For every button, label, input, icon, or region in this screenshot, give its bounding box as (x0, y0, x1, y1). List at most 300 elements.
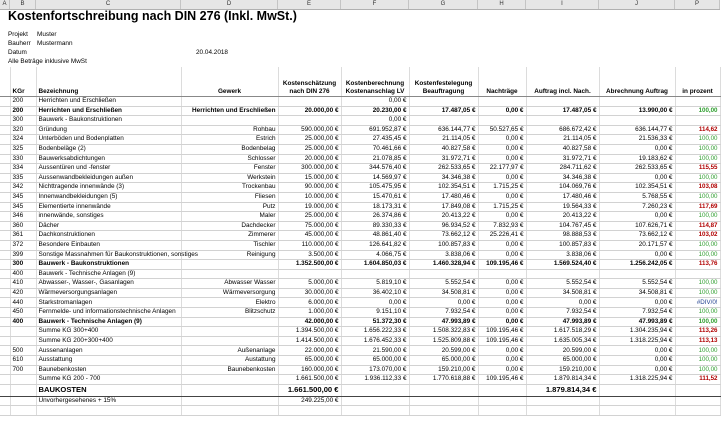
cell-schaetzung[interactable]: 160.000,00 € (278, 365, 341, 375)
cell-bezeichnung[interactable]: Aussenwandbekleidungen außen (36, 173, 181, 183)
cell-abrechnung[interactable]: 1.256.242,05 € (599, 260, 675, 270)
cell-berechnung[interactable]: 14.569,97 € (341, 173, 409, 183)
cell-gewerk[interactable]: Blitzschutz (181, 308, 278, 318)
cell-berechnung[interactable]: 1.656.222,33 € (341, 327, 409, 337)
cell-gewerk[interactable]: Baunebenkosten (181, 365, 278, 375)
cell-prozent[interactable]: 100,00 (675, 288, 720, 298)
cell-berechnung[interactable]: 1.604.850,03 € (341, 260, 409, 270)
cell-auftrag[interactable]: 17.480,46 € (526, 192, 599, 202)
cell-festlegung[interactable]: 40.827,58 € (409, 144, 478, 154)
cell-festlegung[interactable] (409, 396, 478, 406)
cell-prozent[interactable]: 100,00 (675, 154, 720, 164)
cell-kgr[interactable] (10, 396, 36, 406)
cell-festlegung[interactable]: 34.346,38 € (409, 173, 478, 183)
cell-festlegung[interactable]: 17.480,46 € (409, 192, 478, 202)
cell-prozent[interactable]: 100,00 (675, 192, 720, 202)
cell-abrechnung[interactable]: 0,00 € (599, 298, 675, 308)
cell-kgr[interactable]: 346 (10, 212, 36, 222)
cell-bezeichnung[interactable]: Ausstattung (36, 356, 181, 366)
cell-berechnung[interactable]: 126.641,82 € (341, 240, 409, 250)
cell-festlegung[interactable]: 65.000,00 € (409, 356, 478, 366)
cell-kgr[interactable]: 330 (10, 154, 36, 164)
cell-schaetzung[interactable]: 20.000,00 € (278, 106, 341, 116)
cell-gewerk[interactable] (181, 116, 278, 126)
cell-bezeichnung[interactable]: innenwände, sonstiges (36, 212, 181, 222)
cell-prozent[interactable]: 100,00 (675, 173, 720, 183)
cell-abrechnung[interactable]: 0,00 € (599, 365, 675, 375)
cell-prozent[interactable]: 111,52 (675, 375, 720, 385)
cell-schaetzung[interactable]: 65.000,00 € (278, 356, 341, 366)
cell-gewerk[interactable] (181, 97, 278, 107)
cell-gewerk[interactable] (181, 327, 278, 337)
cell-abrechnung[interactable] (599, 116, 675, 126)
cell-kgr[interactable]: 325 (10, 144, 36, 154)
cell-abrechnung[interactable] (599, 396, 675, 406)
cell-abrechnung[interactable]: 7.932,54 € (599, 308, 675, 318)
cell-abrechnung[interactable]: 0,00 € (599, 144, 675, 154)
cell-auftrag[interactable]: 7.932,54 € (526, 308, 599, 318)
cell-berechnung[interactable]: 27.435,45 € (341, 135, 409, 145)
cell-auftrag[interactable]: 20.599,00 € (526, 346, 599, 356)
cell-berechnung[interactable]: 173.070,00 € (341, 365, 409, 375)
cell-bezeichnung[interactable]: BAUKOSTEN (36, 384, 181, 396)
cell-prozent[interactable] (675, 97, 720, 107)
cell-gewerk[interactable]: Bodenbelag (181, 144, 278, 154)
cell-bezeichnung[interactable]: Baunebenkosten (36, 365, 181, 375)
cell-bezeichnung[interactable]: Bauwerk - Baukonstruktionen (36, 116, 181, 126)
cell-kgr[interactable]: 399 (10, 250, 36, 260)
cell-kgr[interactable]: 200 (10, 106, 36, 116)
cell-schaetzung[interactable]: 1.000,00 € (278, 308, 341, 318)
cell-nachtraege[interactable] (478, 406, 526, 416)
cell-berechnung[interactable] (341, 396, 409, 406)
cell-auftrag[interactable] (526, 269, 599, 279)
cell-berechnung[interactable]: 0,00 € (341, 116, 409, 126)
cell-bezeichnung[interactable]: Dachkonstruktionen (36, 231, 181, 241)
cell-auftrag[interactable]: 5.552,54 € (526, 279, 599, 289)
cell-auftrag[interactable]: 40.827,58 € (526, 144, 599, 154)
cell-prozent[interactable]: 114,62 (675, 125, 720, 135)
cell-prozent[interactable]: 100,00 (675, 144, 720, 154)
cell-schaetzung[interactable]: 25.000,00 € (278, 135, 341, 145)
header-bezeichnung[interactable]: Bezeichnung (36, 67, 181, 97)
cell-auftrag[interactable]: 31.972,71 € (526, 154, 599, 164)
cell-gewerk[interactable]: Herrichten und Erschließen (181, 106, 278, 116)
cell-auftrag[interactable]: 686.672,42 € (526, 125, 599, 135)
cell-auftrag[interactable]: 65.000,00 € (526, 356, 599, 366)
cell-festlegung[interactable]: 21.114,05 € (409, 135, 478, 145)
cell-nachtraege[interactable]: 50.527,65 € (478, 125, 526, 135)
cell-schaetzung[interactable] (278, 97, 341, 107)
column-header[interactable]: A (0, 0, 10, 9)
header-schaetzung[interactable]: Kostenschätzung nach DIN 276 (278, 67, 341, 97)
cell-nachtraege[interactable] (478, 116, 526, 126)
cell-auftrag[interactable]: 0,00 € (526, 298, 599, 308)
cell-nachtraege[interactable]: 0,00 € (478, 192, 526, 202)
column-header[interactable]: E (278, 0, 341, 9)
cell-auftrag[interactable]: 104.767,45 € (526, 221, 599, 231)
cell-schaetzung[interactable]: 1.661.500,00 € (278, 375, 341, 385)
cell-festlegung[interactable]: 0,00 € (409, 298, 478, 308)
cell-festlegung[interactable] (409, 97, 478, 107)
cell-berechnung[interactable]: 1.676.452,33 € (341, 336, 409, 346)
cell-abrechnung[interactable]: 21.536,33 € (599, 135, 675, 145)
cell-festlegung[interactable]: 1.525.809,88 € (409, 336, 478, 346)
cell-kgr[interactable] (10, 336, 36, 346)
cell-abrechnung[interactable] (599, 97, 675, 107)
cell-abrechnung[interactable]: 0,00 € (599, 250, 675, 260)
cell-gewerk[interactable] (181, 336, 278, 346)
cell-auftrag[interactable]: 1.635.005,34 € (526, 336, 599, 346)
cell-festlegung[interactable]: 7.932,54 € (409, 308, 478, 318)
cell-prozent[interactable]: 100,00 (675, 308, 720, 318)
cell-abrechnung[interactable]: 0,00 € (599, 356, 675, 366)
cell-schaetzung[interactable]: 110.000,00 € (278, 240, 341, 250)
header-prozent[interactable]: in prozent (675, 67, 720, 97)
datum-value[interactable]: 20.04.2018 (196, 49, 228, 56)
cell-schaetzung[interactable]: 25.000,00 € (278, 144, 341, 154)
cell-abrechnung[interactable]: 5.552,54 € (599, 279, 675, 289)
cell-bezeichnung[interactable]: Unvorhergesehenes + 15% (36, 396, 181, 406)
cell-abrechnung[interactable]: 107.626,71 € (599, 221, 675, 231)
cell-nachtraege[interactable]: 0,00 € (478, 106, 526, 116)
cell-berechnung[interactable]: 70.461,66 € (341, 144, 409, 154)
cell-gewerk[interactable]: Trockenbau (181, 183, 278, 193)
cell-abrechnung[interactable]: 262.533,65 € (599, 164, 675, 174)
cell-auftrag[interactable]: 1.879.814,34 € (526, 384, 599, 396)
cell-prozent[interactable]: 100,00 (675, 317, 720, 327)
cell-bezeichnung[interactable]: Bauwerksabdichtungen (36, 154, 181, 164)
projekt-value[interactable]: Muster (37, 31, 57, 38)
cell-festlegung[interactable]: 17.849,08 € (409, 202, 478, 212)
cell-schaetzung[interactable]: 1.661.500,00 € (278, 384, 341, 396)
cell-abrechnung[interactable]: 7.260,23 € (599, 202, 675, 212)
cell-berechnung[interactable]: 36.402,10 € (341, 288, 409, 298)
cell-berechnung[interactable]: 65.000,00 € (341, 356, 409, 366)
cell-schaetzung[interactable]: 30.000,00 € (278, 288, 341, 298)
cell-abrechnung[interactable] (599, 269, 675, 279)
cell-prozent[interactable] (675, 384, 720, 396)
cell-auftrag[interactable]: 1.617.518,29 € (526, 327, 599, 337)
cell-prozent[interactable]: 100,00 (675, 212, 720, 222)
cell-bezeichnung[interactable]: Dächer (36, 221, 181, 231)
cell-festlegung[interactable]: 34.508,81 € (409, 288, 478, 298)
cell-nachtraege[interactable]: 0,00 € (478, 317, 526, 327)
cell-bezeichnung[interactable]: Summe KG 200 - 700 (36, 375, 181, 385)
cell-auftrag[interactable] (526, 396, 599, 406)
cell-bezeichnung[interactable] (36, 406, 181, 416)
cell-auftrag[interactable]: 21.114,05 € (526, 135, 599, 145)
cell-auftrag[interactable] (526, 116, 599, 126)
cell-schaetzung[interactable]: 5.000,00 € (278, 279, 341, 289)
cell-schaetzung[interactable]: 590.000,00 € (278, 125, 341, 135)
cell-prozent[interactable] (675, 269, 720, 279)
cell-berechnung[interactable] (341, 269, 409, 279)
cell-prozent[interactable]: 113,13 (675, 336, 720, 346)
cell-schaetzung[interactable]: 45.000,00 € (278, 231, 341, 241)
header-festlegung[interactable]: Kostenfestelegung Beauftragung (409, 67, 478, 97)
cell-nachtraege[interactable]: 0,00 € (478, 356, 526, 366)
cell-festlegung[interactable]: 47.993,89 € (409, 317, 478, 327)
cell-prozent[interactable]: 100,00 (675, 135, 720, 145)
cell-berechnung[interactable]: 20.230,00 € (341, 106, 409, 116)
cell-schaetzung[interactable] (278, 116, 341, 126)
bauherr-value[interactable]: Mustermann (37, 40, 73, 47)
cell-gewerk[interactable]: Putz (181, 202, 278, 212)
cell-nachtraege[interactable]: 25.226,41 € (478, 231, 526, 241)
cell-kgr[interactable]: 500 (10, 346, 36, 356)
cell-festlegung[interactable]: 17.487,05 € (409, 106, 478, 116)
cell-kgr[interactable]: 345 (10, 192, 36, 202)
cell-gewerk[interactable] (181, 396, 278, 406)
cell-nachtraege[interactable]: 0,00 € (478, 240, 526, 250)
cell-nachtraege[interactable]: 0,00 € (478, 135, 526, 145)
cell-bezeichnung[interactable]: Sonstige Massnahmen für Baukonstruktionen, sonstiges (36, 250, 181, 260)
cell-festlegung[interactable] (409, 116, 478, 126)
cell-auftrag[interactable]: 1.569.524,40 € (526, 260, 599, 270)
cell-berechnung[interactable]: 21.078,85 € (341, 154, 409, 164)
cell-festlegung[interactable]: 20.599,00 € (409, 346, 478, 356)
cell-nachtraege[interactable]: 0,00 € (478, 308, 526, 318)
cell-nachtraege[interactable]: 0,00 € (478, 298, 526, 308)
cell-bezeichnung[interactable]: Innenwandbekleidungen (5) (36, 192, 181, 202)
cell-schaetzung[interactable]: 20.000,00 € (278, 154, 341, 164)
cell-nachtraege[interactable]: 0,00 € (478, 346, 526, 356)
cell-prozent[interactable]: 115,55 (675, 164, 720, 174)
cell-berechnung[interactable] (341, 384, 409, 396)
cell-nachtraege[interactable]: 0,00 € (478, 288, 526, 298)
cell-auftrag[interactable]: 47.993,89 € (526, 317, 599, 327)
cell-gewerk[interactable] (181, 375, 278, 385)
cell-berechnung[interactable] (341, 406, 409, 416)
cell-festlegung[interactable] (409, 269, 478, 279)
cell-kgr[interactable]: 450 (10, 308, 36, 318)
cell-gewerk[interactable] (181, 317, 278, 327)
cell-bezeichnung[interactable]: Summe KG 300+400 (36, 327, 181, 337)
cell-bezeichnung[interactable]: Aussentüren und -fenster (36, 164, 181, 174)
cell-abrechnung[interactable]: 102.354,51 € (599, 183, 675, 193)
cell-schaetzung[interactable]: 22.000,00 € (278, 346, 341, 356)
cell-gewerk[interactable]: Tischler (181, 240, 278, 250)
cell-auftrag[interactable]: 284.711,62 € (526, 164, 599, 174)
cell-bezeichnung[interactable]: Bodenbeläge (2) (36, 144, 181, 154)
cell-berechnung[interactable]: 9.151,10 € (341, 308, 409, 318)
cell-berechnung[interactable]: 4.066,75 € (341, 250, 409, 260)
cell-auftrag[interactable]: 159.210,00 € (526, 365, 599, 375)
cell-gewerk[interactable]: Fliesen (181, 192, 278, 202)
cell-prozent[interactable]: 114,87 (675, 221, 720, 231)
cell-kgr[interactable]: 372 (10, 240, 36, 250)
cell-berechnung[interactable]: 0,00 € (341, 298, 409, 308)
cell-festlegung[interactable]: 5.552,54 € (409, 279, 478, 289)
cell-gewerk[interactable]: Maler (181, 212, 278, 222)
cell-berechnung[interactable]: 0,00 € (341, 97, 409, 107)
header-gewerk[interactable]: Gewerk (181, 67, 278, 97)
cell-kgr[interactable]: 300 (10, 260, 36, 270)
header-kgr[interactable]: KGr (10, 67, 36, 97)
cell-gewerk[interactable]: Austattung (181, 356, 278, 366)
cell-bezeichnung[interactable]: Elementierte innenwände (36, 202, 181, 212)
column-header[interactable]: D (181, 0, 278, 9)
cell-auftrag[interactable]: 19.564,33 € (526, 202, 599, 212)
column-header[interactable]: P (675, 0, 720, 9)
cell-nachtraege[interactable] (478, 384, 526, 396)
cell-kgr[interactable]: 320 (10, 125, 36, 135)
cell-kgr[interactable]: 200 (10, 97, 36, 107)
cell-gewerk[interactable] (181, 260, 278, 270)
cell-berechnung[interactable]: 105.475,95 € (341, 183, 409, 193)
cell-gewerk[interactable]: Zimmerer (181, 231, 278, 241)
cell-abrechnung[interactable]: 1.304.235,94 € (599, 327, 675, 337)
cell-abrechnung[interactable] (599, 384, 675, 396)
cell-schaetzung[interactable]: 6.000,00 € (278, 298, 341, 308)
cell-abrechnung[interactable]: 47.993,89 € (599, 317, 675, 327)
cell-bezeichnung[interactable]: Nichttragende innenwände (3) (36, 183, 181, 193)
cell-nachtraege[interactable]: 109.195,46 € (478, 327, 526, 337)
cell-gewerk[interactable]: Reinigung (181, 250, 278, 260)
cell-auftrag[interactable]: 98.888,53 € (526, 231, 599, 241)
cell-schaetzung[interactable]: 19.000,00 € (278, 202, 341, 212)
cell-bezeichnung[interactable]: Gründung (36, 125, 181, 135)
cell-festlegung[interactable]: 636.144,77 € (409, 125, 478, 135)
cell-festlegung[interactable]: 73.662,12 € (409, 231, 478, 241)
cell-gewerk[interactable]: Estrich (181, 135, 278, 145)
cell-schaetzung[interactable]: 3.500,00 € (278, 250, 341, 260)
cell-auftrag[interactable]: 34.346,38 € (526, 173, 599, 183)
cell-bezeichnung[interactable]: Wärmeversorgungsanlagen (36, 288, 181, 298)
cell-prozent[interactable]: #DIV/0! (675, 298, 720, 308)
cell-prozent[interactable]: 100,00 (675, 365, 720, 375)
cell-schaetzung[interactable]: 300.000,00 € (278, 164, 341, 174)
cell-berechnung[interactable]: 89.330,33 € (341, 221, 409, 231)
cell-auftrag[interactable]: 3.838,06 € (526, 250, 599, 260)
cell-kgr[interactable]: 360 (10, 221, 36, 231)
cell-gewerk[interactable]: Schlosser (181, 154, 278, 164)
cell-nachtraege[interactable]: 1.715,25 € (478, 202, 526, 212)
cell-abrechnung[interactable]: 34.508,81 € (599, 288, 675, 298)
cell-prozent[interactable] (675, 406, 720, 416)
cell-bezeichnung[interactable]: Summe KG 200+300+400 (36, 336, 181, 346)
cell-schaetzung[interactable] (278, 269, 341, 279)
cell-nachtraege[interactable] (478, 97, 526, 107)
cell-schaetzung[interactable]: 15.000,00 € (278, 173, 341, 183)
cell-berechnung[interactable]: 21.590,00 € (341, 346, 409, 356)
cell-schaetzung[interactable]: 1.414.500,00 € (278, 336, 341, 346)
cell-prozent[interactable]: 103,02 (675, 231, 720, 241)
cell-berechnung[interactable]: 344.576,40 € (341, 164, 409, 174)
cell-festlegung[interactable]: 20.413,22 € (409, 212, 478, 222)
cell-kgr[interactable]: 610 (10, 356, 36, 366)
cell-festlegung[interactable] (409, 406, 478, 416)
cell-gewerk[interactable]: Abwasser Wasser (181, 279, 278, 289)
column-header[interactable]: J (599, 0, 675, 9)
cell-nachtraege[interactable]: 0,00 € (478, 212, 526, 222)
cell-abrechnung[interactable]: 13.990,00 € (599, 106, 675, 116)
cell-bezeichnung[interactable]: Fernmelde- und informationstechnische Anlagen (36, 308, 181, 318)
cell-bezeichnung[interactable]: Aussenanlagen (36, 346, 181, 356)
cell-festlegung[interactable]: 1.460.328,94 € (409, 260, 478, 270)
cell-kgr[interactable] (10, 406, 36, 416)
cell-kgr[interactable]: 361 (10, 231, 36, 241)
cell-auftrag[interactable]: 100.857,83 € (526, 240, 599, 250)
cell-prozent[interactable]: 100,00 (675, 106, 720, 116)
cell-kgr[interactable]: 324 (10, 135, 36, 145)
column-header[interactable]: F (341, 0, 409, 9)
cell-auftrag[interactable] (526, 97, 599, 107)
cell-nachtraege[interactable] (478, 396, 526, 406)
cell-festlegung[interactable] (409, 384, 478, 396)
cell-abrechnung[interactable]: 1.318.225,94 € (599, 336, 675, 346)
cell-abrechnung[interactable]: 0,00 € (599, 346, 675, 356)
cell-kgr[interactable]: 300 (10, 116, 36, 126)
cell-auftrag[interactable]: 34.508,81 € (526, 288, 599, 298)
cell-bezeichnung[interactable]: Abwasser-, Wasser-, Gasanlagen (36, 279, 181, 289)
cell-kgr[interactable]: 400 (10, 269, 36, 279)
cell-abrechnung[interactable]: 19.183,62 € (599, 154, 675, 164)
cell-schaetzung[interactable]: 75.000,00 € (278, 221, 341, 231)
cell-abrechnung[interactable]: 73.662,12 € (599, 231, 675, 241)
cell-berechnung[interactable]: 26.374,86 € (341, 212, 409, 222)
cell-bezeichnung[interactable]: Bauwerk - Technische Anlagen (9) (36, 317, 181, 327)
cell-schaetzung[interactable]: 1.394.500,00 € (278, 327, 341, 337)
column-header[interactable]: H (478, 0, 526, 9)
cell-kgr[interactable] (10, 375, 36, 385)
cell-bezeichnung[interactable]: Herrichten und Erschließen (36, 106, 181, 116)
cell-berechnung[interactable]: 5.819,10 € (341, 279, 409, 289)
cell-schaetzung[interactable]: 90.000,00 € (278, 183, 341, 193)
cell-kgr[interactable]: 700 (10, 365, 36, 375)
cell-berechnung[interactable]: 15.470,61 € (341, 192, 409, 202)
cell-prozent[interactable]: 100,00 (675, 240, 720, 250)
cell-festlegung[interactable]: 102.354,51 € (409, 183, 478, 193)
cell-nachtraege[interactable]: 109.195,46 € (478, 375, 526, 385)
column-header[interactable]: C (36, 0, 181, 9)
cell-gewerk[interactable] (181, 406, 278, 416)
cell-kgr[interactable] (10, 327, 36, 337)
cell-abrechnung[interactable]: 636.144,77 € (599, 125, 675, 135)
cell-bezeichnung[interactable]: Starkstromanlagen (36, 298, 181, 308)
cell-prozent[interactable]: 113,26 (675, 327, 720, 337)
cell-gewerk[interactable]: Außenanlage (181, 346, 278, 356)
cell-bezeichnung[interactable]: Bauwerk - Baukonstruktionen (36, 260, 181, 270)
cell-abrechnung[interactable] (599, 406, 675, 416)
cell-auftrag[interactable]: 1.879.814,34 € (526, 375, 599, 385)
cell-nachtraege[interactable]: 1.715,25 € (478, 183, 526, 193)
cell-prozent[interactable]: 117,69 (675, 202, 720, 212)
cell-berechnung[interactable]: 691.952,87 € (341, 125, 409, 135)
cell-festlegung[interactable]: 1.770.618,88 € (409, 375, 478, 385)
cell-abrechnung[interactable]: 1.318.225,94 € (599, 375, 675, 385)
cell-festlegung[interactable]: 262.533,65 € (409, 164, 478, 174)
cell-nachtraege[interactable]: 0,00 € (478, 144, 526, 154)
header-auftrag[interactable]: Auftrag incl. Nach. (526, 67, 599, 97)
cell-prozent[interactable]: 103,08 (675, 183, 720, 193)
cell-kgr[interactable]: 400 (10, 317, 36, 327)
cell-nachtraege[interactable]: 0,00 € (478, 279, 526, 289)
cell-kgr[interactable]: 334 (10, 164, 36, 174)
cell-kgr[interactable]: 440 (10, 298, 36, 308)
cell-kgr[interactable]: 345 (10, 202, 36, 212)
cell-schaetzung[interactable] (278, 406, 341, 416)
cell-prozent[interactable]: 100,00 (675, 279, 720, 289)
cell-nachtraege[interactable]: 109.195,46 € (478, 336, 526, 346)
cell-festlegung[interactable]: 3.838,06 € (409, 250, 478, 260)
cell-schaetzung[interactable]: 1.352.500,00 € (278, 260, 341, 270)
cell-nachtraege[interactable]: 0,00 € (478, 250, 526, 260)
cell-prozent[interactable]: 100,00 (675, 356, 720, 366)
cell-gewerk[interactable]: Fenster (181, 164, 278, 174)
cell-abrechnung[interactable]: 5.768,55 € (599, 192, 675, 202)
